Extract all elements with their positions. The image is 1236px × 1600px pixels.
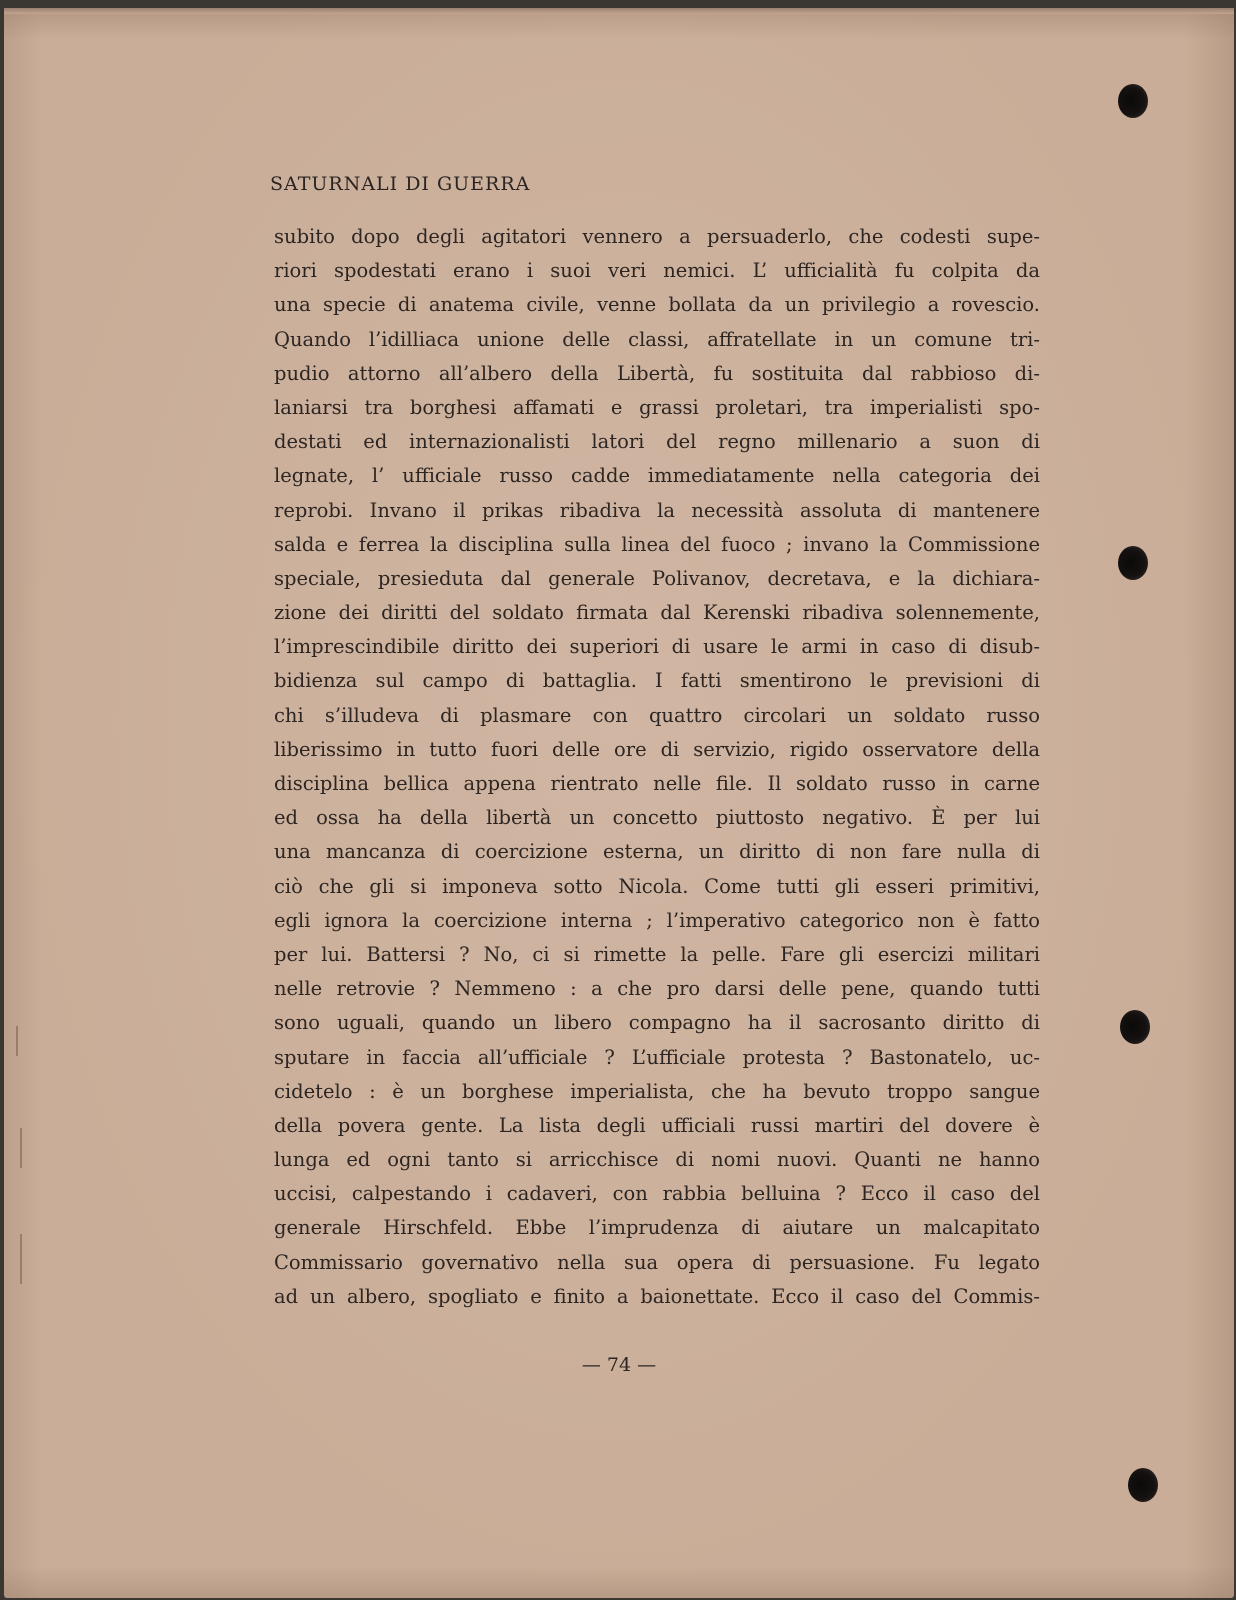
text-line: sputare in faccia all’ufficiale ? L’ufficiale protesta ? Bastonatelo, uc-	[274, 1045, 1040, 1069]
text-line: nelle retrovie ? Nemmeno : a che pro darsi delle pene, quando tutti	[274, 977, 1040, 1001]
binder-hole-4	[1128, 1468, 1158, 1502]
body-text	[274, 220, 1040, 1314]
text-line: subito dopo degli agitatori vennero a persuaderlo, che codesti supe-	[274, 225, 1040, 248]
text-line: speciale, presieduta dal generale Polivanov, decretava, e la dichiara-	[274, 566, 1040, 590]
running-head: SATURNALI DI GUERRA	[270, 173, 531, 195]
text-line: reprobi. Invano il prikas ribadiva la necessità assoluta di mantenere	[274, 498, 1040, 522]
page-number: — 74 —	[581, 1354, 657, 1376]
margin-mark	[16, 1026, 18, 1056]
text-line: riori spodestati erano i suoi veri nemici. L’ ufficialità fu colpita da	[274, 259, 1040, 283]
text-line: lunga ed ogni tanto si arricchisce di nomi nuovi. Quanti ne hanno	[274, 1148, 1040, 1172]
binder-hole-2	[1118, 546, 1148, 580]
text-line: una specie di anatema civile, venne bollata da un privilegio a rovescio.	[274, 293, 1040, 317]
text-line: pudio attorno all’albero della Libertà, fu sostituita dal rabbioso di-	[274, 361, 1040, 385]
text-line: liberissimo in tutto fuori delle ore di servizio, rigido osservatore della	[274, 737, 1040, 761]
text-line: sono uguali, quando un libero compagno ha il sacrosanto diritto di	[274, 1011, 1040, 1035]
page-top-edge	[4, 8, 1234, 14]
text-line: chi s’illudeva di plasmare con quattro circolari un soldato russo	[274, 703, 1040, 727]
text-line: legnate, l’ ufficiale russo cadde immediatamente nella categoria dei	[274, 464, 1040, 488]
text-line: Quando l’idilliaca unione delle classi, affratellate in un comune tri-	[274, 327, 1040, 351]
text-line: bidienza sul campo di battaglia. I fatti smentirono le previsioni di	[274, 669, 1040, 693]
text-line: della povera gente. La lista degli ufficiali russi martiri del dovere è	[274, 1113, 1040, 1137]
text-line: laniarsi tra borghesi affamati e grassi proletari, tra imperialisti spo-	[274, 395, 1040, 419]
text-line: cidetelo : è un borghese imperialista, che ha bevuto troppo sangue	[274, 1079, 1040, 1103]
text-line: destati ed internazionalisti latori del regno millenario a suon di	[274, 430, 1040, 454]
text-line: ciò che gli si imponeva sotto Nicola. Come tutti gli esseri primitivi,	[274, 874, 1040, 898]
text-line: zione dei diritti del soldato firmata dal Kerenski ribadiva solennemente,	[274, 601, 1040, 625]
binder-hole-1	[1118, 84, 1148, 118]
text-line: ad un albero, spogliato e finito a baionettate. Ecco il caso del Commis-	[274, 1284, 1040, 1308]
text-line: salda e ferrea la disciplina sulla linea del fuoco ; invano la Commissione	[274, 532, 1040, 556]
margin-mark	[20, 1128, 22, 1168]
text-line: Commissario governativo nella sua opera di persuasione. Fu legato	[274, 1250, 1040, 1274]
text-line: l’imprescindibile diritto dei superiori di usare le armi in caso di disub-	[274, 635, 1040, 659]
margin-mark	[20, 1234, 22, 1284]
text-line: egli ignora la coercizione interna ; l’imperativo categorico non è fatto	[274, 908, 1040, 932]
text-line: per lui. Battersi ? No, ci si rimette la pelle. Fare gli esercizi militari	[274, 942, 1040, 966]
text-line: generale Hirschfeld. Ebbe l’imprudenza di aiutare un malcapitato	[274, 1216, 1040, 1240]
text-line: ed ossa ha della libertà un concetto piuttosto negativo. È per lui	[274, 806, 1040, 830]
scanned-page	[4, 8, 1234, 1598]
text-line: disciplina bellica appena rientrato nelle file. Il soldato russo in carne	[274, 772, 1040, 795]
binder-hole-3	[1120, 1010, 1150, 1044]
text-line: uccisi, calpestando i cadaveri, con rabbia belluina ? Ecco il caso del	[274, 1182, 1040, 1206]
text-line: una mancanza di coercizione esterna, un diritto di non fare nulla di	[274, 840, 1040, 864]
